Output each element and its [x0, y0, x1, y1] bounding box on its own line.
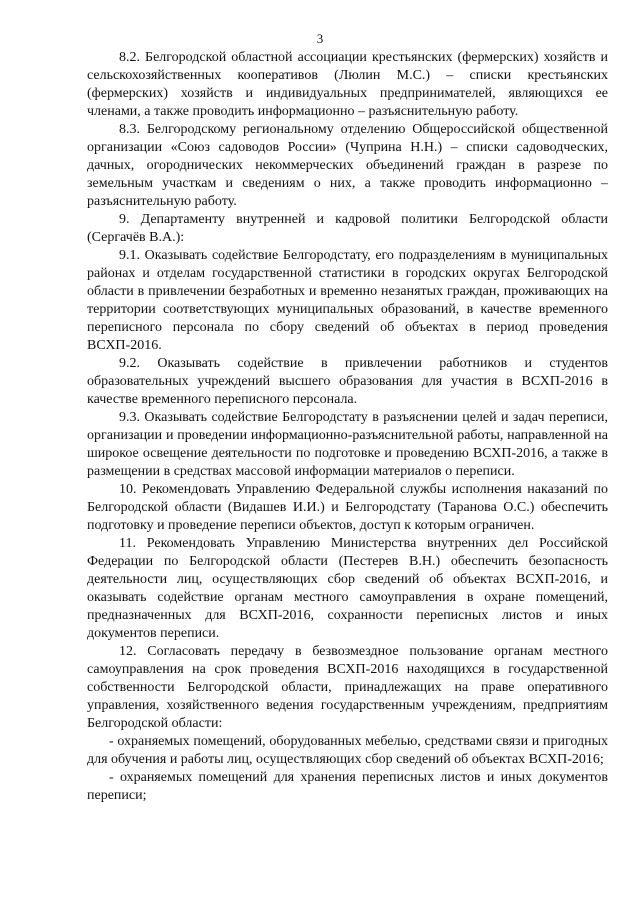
- paragraph-9: 9. Департаменту внутренней и кадровой политики Белгородской области (Сергачёв В.А.):: [87, 212, 608, 245]
- paragraph-8-2: 8.2. Белгородской областной ассоциации крестьянских (фермерских) хозяйств и сельскохозяйственных кооперативов (Люлин М.С.) – списки крестьянских (фермерских) хозяйств и индивидуальных предпринимателей, являющихся ее членами, а также проводить информационно – разъяснительную работу.: [87, 50, 608, 119]
- paragraph-12: 12. Согласовать передачу в безвозмездное пользование органам местного самоуправления на срок проведения ВСХП-2016 находящихся в государственной собственности Белгородской области, принадлежащих на праве оперативного управления, хозяйственного ведения государственным учреждениям, предприятиям Белгородской области:: [87, 644, 608, 731]
- paragraph-8-3: 8.3. Белгородскому региональному отделению Общероссийской общественной организации «Союз садоводов России» (Чуприна Н.Н.) – списки садоводческих, дачных, огороднических некоммерческих объединений граждан в разрезе по земельным участкам и сведениям о них, а также проводить информационно – разъяснительную работу.: [87, 122, 608, 209]
- bullet-item-premises-storage: - охраняемых помещений для хранения переписных листов и иных документов переписи;: [87, 770, 608, 803]
- document-body: [87, 49, 608, 805]
- paragraph-10: 10. Рекомендовать Управлению Федеральной службы исполнения наказаний по Белгородской области (Видашев И.И.) и Белгородстату (Таранова О.С.) обеспечить подготовку и проведение переписи объектов, доступ к которым ограничен.: [87, 482, 608, 533]
- paragraph-9-1: 9.1. Оказывать содействие Белгородстату, его подразделениям в муниципальных районах и отделам государственной статистики в городских округах Белгородской области в привлечении безработных и временно незанятых граждан, проживающих на территории соответствующих муниципальных образований, в качестве временного переписного персонала по сбору сведений об объектах в период проведения ВСХП-2016.: [87, 248, 608, 353]
- paragraph-9-2: 9.2. Оказывать содействие в привлечении работников и студентов образовательных учреждений высшего образования для участия в ВСХП-2016 в качестве временного переписного персонала.: [87, 356, 608, 407]
- paragraph-11: 11. Рекомендовать Управлению Министерства внутренних дел Российской Федерации по Белгородской области (Пестерев В.Н.) обеспечить безопасность деятельности лиц, осуществляющих сбор сведений об объектах ВСХП-2016, и оказывать содействие органам местного самоуправления в охране помещений, предназначенных для ВСХП-2016, сохранности переписных листов и иных документов переписи.: [87, 536, 608, 641]
- paragraph-9-3: 9.3. Оказывать содействие Белгородстату в разъяснении целей и задач переписи, организации и проведении информационно-разъяснительной работы, направленной на широкое освещение деятельности по подготовке и проведению ВСХП-2016, а также в размещении в средствах массовой информации материалов о переписи.: [87, 410, 608, 479]
- page-number: 3: [316, 31, 324, 46]
- bullet-item-premises-equipped: - охраняемых помещений, оборудованных мебелью, средствами связи и пригодных для обучения и работы лиц, осуществляющих сбор сведений об объектах ВСХП-2016;: [87, 734, 608, 767]
